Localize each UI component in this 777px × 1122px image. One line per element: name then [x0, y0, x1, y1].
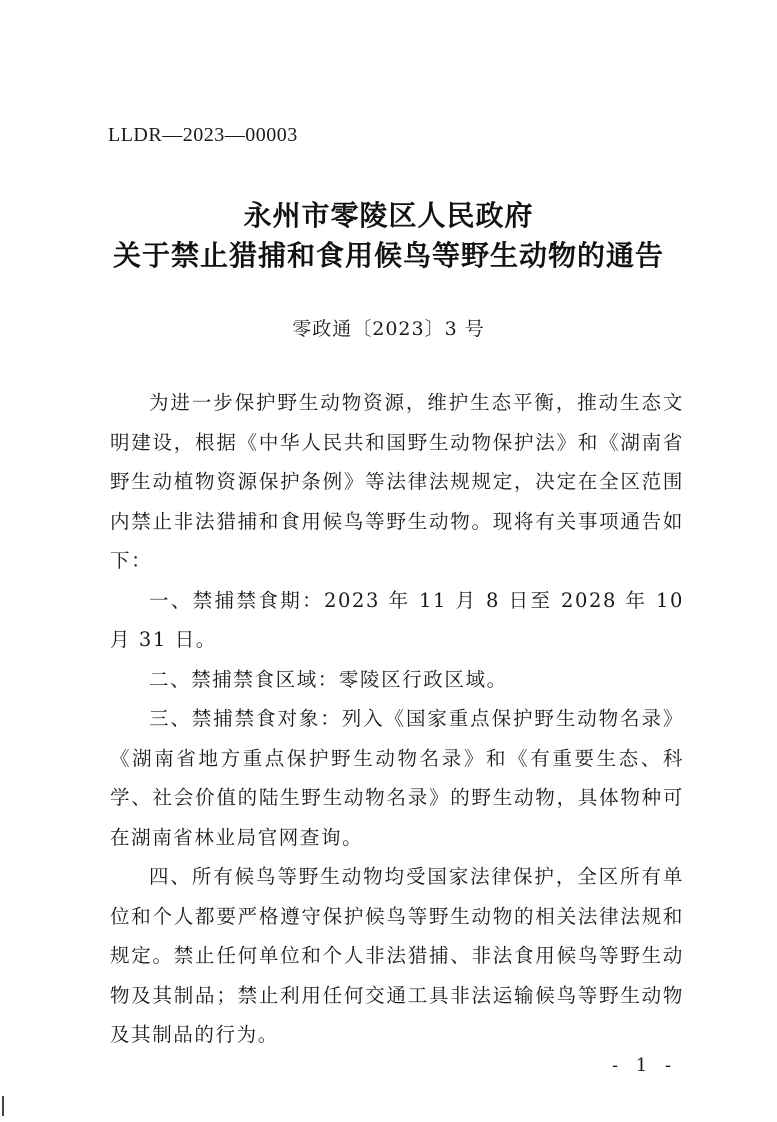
item-2-paragraph: 二、禁捕禁食区域：零陵区行政区域。 [149, 667, 508, 691]
document-body [110, 383, 684, 1055]
item-3-paragraph: 三、禁捕禁食对象：列入《国家重点保护野生动物名录》《湖南省地方重点保护野生动物名录》和《有重要生态、科学、社会价值的陆生野生动物名录》的野生动物，具体物种可在湖南省林业局官网查询。 [110, 707, 684, 849]
item-4-paragraph: 四、所有候鸟等野生动物均受国家法律保护，全区所有单位和个人都要严格遵守保护候鸟等野生动物的相关法律法规和规定。禁止任何单位和个人非法猎捕、非法食用候鸟等野生动物及其制品；禁止利用任何交通工具非法运输候鸟等野生动物及其制品的行为。 [110, 865, 684, 1046]
page-number: - 1 - [612, 1055, 678, 1076]
document-number: 零政通〔2023〕3 号 [292, 318, 485, 340]
document-code: LLDR—2023—00003 [108, 124, 298, 146]
document-title-line-2: 关于禁止猎捕和食用候鸟等野生动物的通告 [112, 239, 664, 272]
intro-paragraph: 为进一步保护野生动物资源，维护生态平衡，推动生态文明建设，根据《中华人民共和国野生动物保护法》和《湖南省野生动植物资源保护条例》等法律法规规定，决定在全区范围内禁止非法猎捕和食用候鸟等野生动物。现将有关事项通告如下： [110, 391, 684, 572]
scan-edge-mark [2, 1096, 4, 1116]
document-title-line-1: 永州市零陵区人民政府 [243, 199, 534, 232]
item-1-paragraph: 一、禁捕禁食期：2023 年 11 月 8 日至 2028 年 10 月 31 日。 [110, 588, 684, 651]
